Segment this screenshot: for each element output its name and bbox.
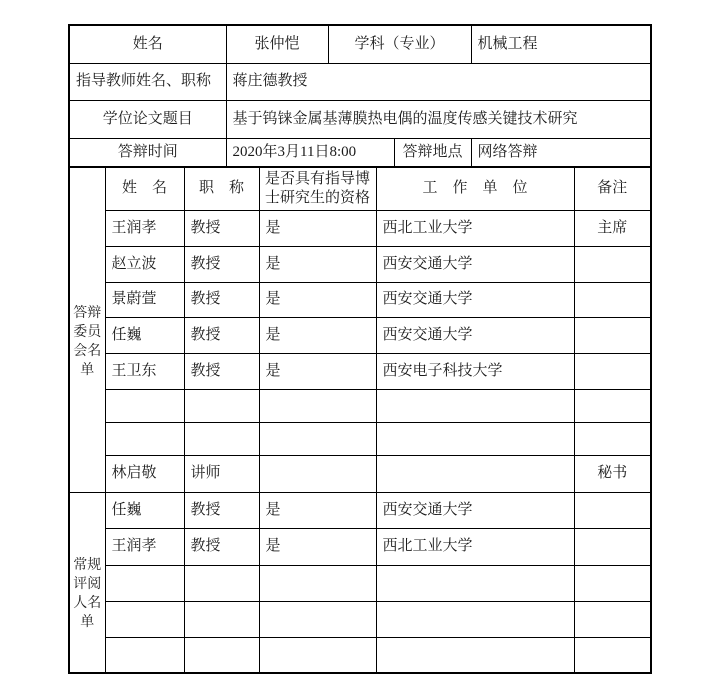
- cell-note: [574, 637, 651, 673]
- cell-qualified: 是: [259, 528, 376, 565]
- cell-name: 林启敬: [105, 455, 184, 492]
- committee-row: [69, 210, 651, 246]
- info-row-advisor: [69, 63, 651, 100]
- place-value-cell: 网络答辩: [471, 138, 651, 167]
- cell-note: [574, 601, 651, 637]
- cell-workplace: 西安交通大学: [376, 492, 574, 528]
- cell-qualified: [259, 637, 376, 673]
- cell-note: 秘书: [574, 455, 651, 492]
- roster-table: [68, 166, 652, 674]
- defense-form: [68, 24, 650, 674]
- cell-qualified: [259, 601, 376, 637]
- cell-title: [184, 389, 259, 422]
- committee-row: [69, 455, 651, 492]
- cell-title: [184, 422, 259, 455]
- info-row-defense: [69, 138, 651, 167]
- cell-note: [574, 422, 651, 455]
- cell-title: [184, 637, 259, 673]
- cell-title: 教授: [184, 528, 259, 565]
- cell-note: [574, 528, 651, 565]
- cell-title: 教授: [184, 210, 259, 246]
- committee-section-label: 答辩委员会名单: [69, 167, 105, 492]
- cell-name: [105, 389, 184, 422]
- committee-row: [69, 422, 651, 455]
- reviewer-row: [69, 528, 651, 565]
- cell-workplace: [376, 637, 574, 673]
- cell-note: [574, 353, 651, 389]
- committee-row: [69, 246, 651, 282]
- cell-qualified: 是: [259, 210, 376, 246]
- cell-note: [574, 317, 651, 353]
- header-note-cell: 备注: [574, 167, 651, 210]
- cell-name: [105, 565, 184, 601]
- cell-workplace: [376, 455, 574, 492]
- cell-qualified: [259, 455, 376, 492]
- name-value-cell: 张仲恺: [226, 25, 328, 63]
- header-qualified-cell: 是否具有指导博士研究生的资格: [259, 167, 376, 210]
- cell-qualified: 是: [259, 317, 376, 353]
- cell-workplace: [376, 601, 574, 637]
- committee-row: [69, 317, 651, 353]
- cell-qualified: 是: [259, 492, 376, 528]
- cell-title: 讲师: [184, 455, 259, 492]
- cell-note: [574, 246, 651, 282]
- cell-name: 任巍: [105, 317, 184, 353]
- info-row-name-major: [69, 25, 651, 63]
- cell-workplace: [376, 389, 574, 422]
- cell-name: 王卫东: [105, 353, 184, 389]
- cell-title: [184, 565, 259, 601]
- name-label-cell: 姓名: [69, 25, 226, 63]
- thesis-label-cell: 学位论文题目: [69, 100, 226, 138]
- cell-qualified: [259, 389, 376, 422]
- cell-name: 任巍: [105, 492, 184, 528]
- committee-row: [69, 282, 651, 317]
- cell-name: 王润孝: [105, 528, 184, 565]
- cell-workplace: 西北工业大学: [376, 210, 574, 246]
- header-name-cell: 姓 名: [105, 167, 184, 210]
- header-workplace-cell: 工 作 单 位: [376, 167, 574, 210]
- thesis-value-cell: 基于钨铼金属基薄膜热电偶的温度传感关键技术研究: [226, 100, 651, 138]
- info-table: [68, 24, 652, 168]
- time-label-cell: 答辩时间: [69, 138, 226, 167]
- cell-qualified: 是: [259, 282, 376, 317]
- cell-workplace: 西安交通大学: [376, 246, 574, 282]
- reviewer-row: [69, 601, 651, 637]
- info-row-thesis: [69, 100, 651, 138]
- cell-workplace: 西安交通大学: [376, 282, 574, 317]
- advisor-value-cell: 蒋庄德教授: [226, 63, 651, 100]
- cell-qualified: 是: [259, 353, 376, 389]
- cell-title: [184, 601, 259, 637]
- cell-workplace: 西北工业大学: [376, 528, 574, 565]
- cell-title: 教授: [184, 492, 259, 528]
- cell-qualified: [259, 565, 376, 601]
- cell-title: 教授: [184, 317, 259, 353]
- cell-name: [105, 422, 184, 455]
- cell-title: 教授: [184, 246, 259, 282]
- cell-name: [105, 601, 184, 637]
- place-label-cell: 答辩地点: [394, 138, 471, 167]
- committee-row: [69, 389, 651, 422]
- reviewers-section-label: 常规评阅人名单: [69, 492, 105, 673]
- cell-title: 教授: [184, 353, 259, 389]
- reviewer-row: [69, 565, 651, 601]
- cell-name: 景蔚萱: [105, 282, 184, 317]
- cell-workplace: [376, 565, 574, 601]
- committee-row: [69, 353, 651, 389]
- cell-workplace: 西安电子科技大学: [376, 353, 574, 389]
- time-value-cell: 2020年3月11日8:00: [226, 138, 394, 167]
- cell-qualified: 是: [259, 246, 376, 282]
- cell-note: [574, 492, 651, 528]
- cell-note: [574, 565, 651, 601]
- cell-workplace: 西安交通大学: [376, 317, 574, 353]
- header-title-cell: 职 称: [184, 167, 259, 210]
- cell-workplace: [376, 422, 574, 455]
- cell-note: 主席: [574, 210, 651, 246]
- reviewer-row: [69, 637, 651, 673]
- advisor-label-cell: 指导教师姓名、职称: [69, 63, 226, 100]
- reviewer-row: [69, 492, 651, 528]
- cell-name: [105, 637, 184, 673]
- major-value-cell: 机械工程: [471, 25, 651, 63]
- cell-name: 王润孝: [105, 210, 184, 246]
- cell-note: [574, 389, 651, 422]
- cell-note: [574, 282, 651, 317]
- cell-title: 教授: [184, 282, 259, 317]
- cell-qualified: [259, 422, 376, 455]
- cell-name: 赵立波: [105, 246, 184, 282]
- major-label-cell: 学科（专业）: [328, 25, 471, 63]
- roster-header-row: [69, 167, 651, 210]
